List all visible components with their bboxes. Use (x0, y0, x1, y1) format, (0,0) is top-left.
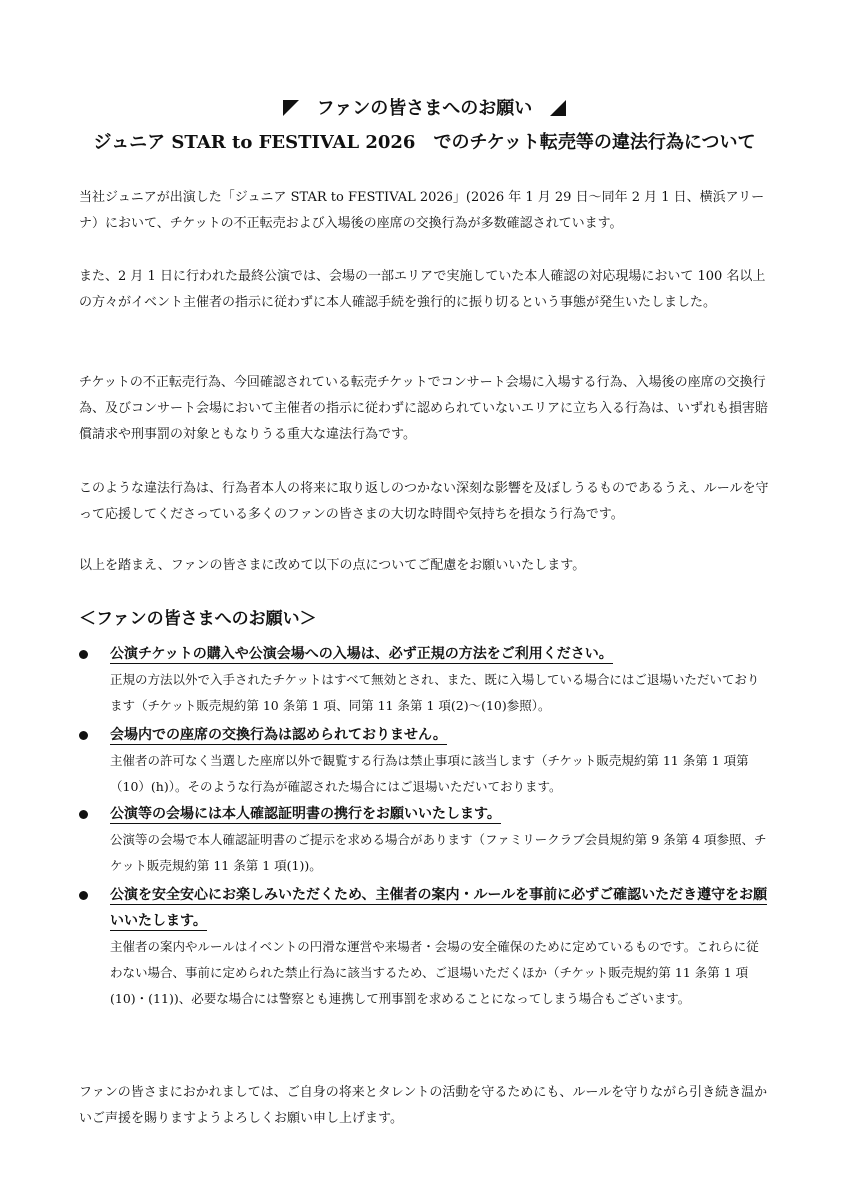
document-title-text: ファンの皆さまへのお願い (316, 98, 533, 119)
request-item-3 (79, 801, 771, 879)
closing-paragraph: ファンの皆さまにおかれましては、ご自身の将来とタレントの活動を守るためにも、ルールを守りながら引き続き温かいご声援を賜りますようよろしくお願い申し上げます。 (79, 1085, 768, 1126)
bullet-icon (79, 650, 88, 659)
bullet-icon (79, 810, 88, 819)
request-heading: 公演チケットの購入や公演会場への入場は、必ず正規の方法をご利用ください。 (110, 646, 613, 662)
paragraph-1: 当社ジュニアが出演した「ジュニア STAR to FESTIVAL 2026」(2026 年 1 月 29 日〜同年 2 月 1 日、横浜アリーナ）において、チケットの不正転売および入場後の座席の交換行為が多数確認されています。 (79, 190, 765, 231)
request-body: 主催者の案内やルールはイベントの円滑な運営や来場者・会場の安全確保のために定めているものです。これらに従わない場合、事前に定められた禁止行為に該当するため、ご退場いただくほか（チケット販売規約第 11 条第 1 項(10)・(11))、必要な場合には警察とも連携して刑事罰を求めることになってしまう場合もございます。 (110, 939, 759, 1006)
paragraph-4: このような違法行為は、行為者本人の将来に取り返しのつかない深刻な影響を及ぼしうるものであるうえ、ルールを守って応援してくださっている多くのファンの皆さまの大切な時間や気持ちを損なう行為です。 (79, 481, 769, 522)
request-body: 正規の方法以外で入手されたチケットはすべて無効とされ、また、既に入場している場合にはご退場いただいております（チケット販売規約第 10 条第 1 項、同第 11 条第 1 項(2)〜(10)参照）。 (110, 672, 760, 713)
bullet-icon (79, 891, 88, 900)
request-item-2 (79, 722, 771, 800)
paragraph-5: 以上を踏まえ、ファンの皆さまに改めて以下の点についてご配慮をお願いいたします。 (79, 558, 586, 573)
document-title (0, 97, 849, 121)
request-body: 主催者の許可なく当選した座席以外で観覧する行為は禁止事項に該当します（チケット販売規約第 11 条第 1 項第（10）(h)）。そのような行為が確認された場合にはご退場いただいております。 (110, 753, 749, 794)
triangle-left-icon (283, 100, 299, 116)
request-heading: 会場内での座席の交換行為は認められておりません。 (110, 727, 447, 743)
request-item-4 (79, 882, 771, 1012)
request-item-1 (79, 641, 771, 719)
paragraph-3: チケットの不正転売行為、今回確認されている転売チケットでコンサート会場に入場する行為、入場後の座席の交換行為、及びコンサート会場において主催者の指示に従わずに認められていないエリアに立ち入る行為は、いずれも損害賠償請求や刑事罰の対象ともなりうる重大な違法行為です。 (79, 375, 769, 442)
triangle-right-icon (550, 100, 566, 116)
bullet-icon (79, 731, 88, 740)
request-heading: 公演等の会場には本人確認証明書の携行をお願いいたします。 (110, 806, 501, 822)
document-subtitle: ジュニア STAR to FESTIVAL 2026 でのチケット転売等の違法行為について (93, 132, 756, 153)
request-heading: 公演を安全安心にお楽しみいただくため、主催者の案内・ルールを事前に必ずご確認いただき遵守をお願いいたします。 (110, 887, 768, 929)
request-body: 公演等の会場で本人確認証明書のご提示を求める場合があります（ファミリークラブ会員規約第 9 条第 4 項参照、チケット販売規約第 11 条第 1 項(1))。 (110, 832, 767, 873)
requests-heading: ＜ファンの皆さまへのお願い＞ (79, 609, 317, 629)
paragraph-2: また、2 月 1 日に行われた最終公演では、会場の一部エリアで実施していた本人確認の対応現場において 100 名以上の方々がイベント主催者の指示に従わずに本人確認手続を強行的に振り切るという事態が発生いたしました。 (79, 269, 766, 310)
